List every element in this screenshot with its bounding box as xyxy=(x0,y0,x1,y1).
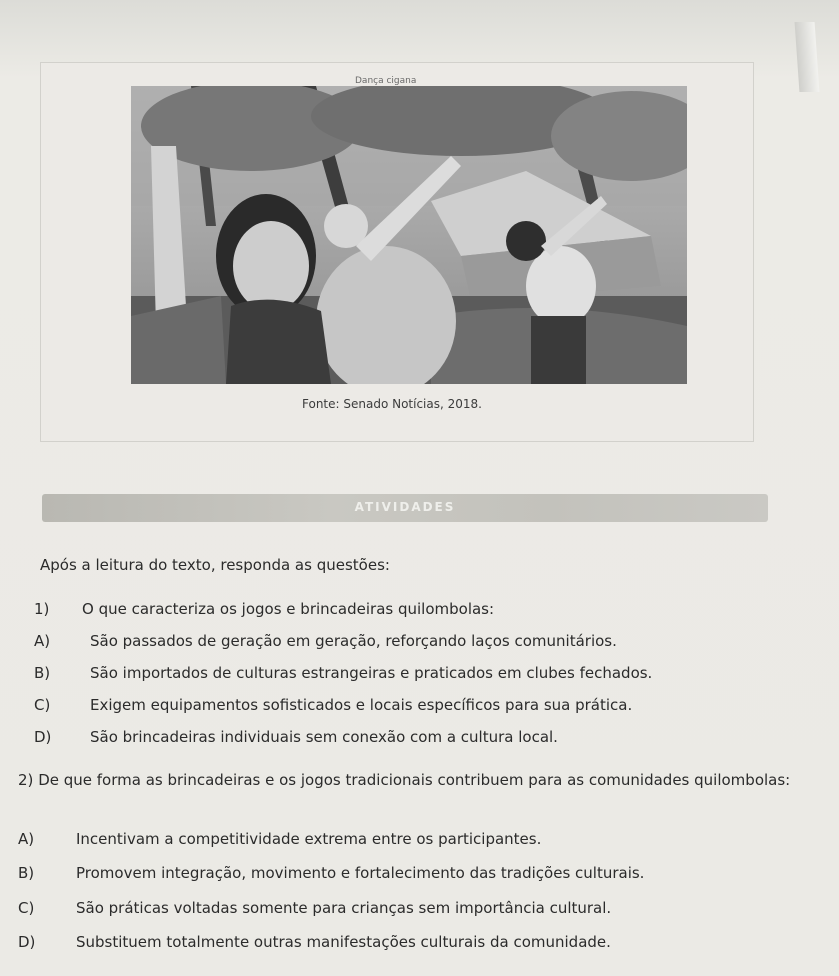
dance-photo xyxy=(131,86,687,384)
option-letter: B) xyxy=(18,864,35,882)
option-2d[interactable] xyxy=(18,933,611,951)
option-1d[interactable] xyxy=(34,728,558,746)
option-1b[interactable] xyxy=(34,664,652,682)
question-number: 1) xyxy=(34,600,50,618)
option-text: São importados de culturas estrangeiras e praticados em clubes fechados. xyxy=(90,664,653,682)
option-text: Promovem integração, movimento e fortalecimento das tradições culturais. xyxy=(76,864,645,882)
option-letter: B) xyxy=(34,664,51,682)
option-letter: D) xyxy=(34,728,52,746)
question-text: De que forma as brincadeiras e os jogos tradicionais contribuem para as comunidades quilombolas: xyxy=(38,771,791,789)
question-1 xyxy=(34,600,494,618)
option-2a[interactable] xyxy=(18,830,541,848)
option-letter: C) xyxy=(18,899,35,917)
option-text: Incentivam a competitividade extrema entre os participantes. xyxy=(76,830,542,848)
option-text: Substituem totalmente outras manifestações culturais da comunidade. xyxy=(76,933,611,951)
figure-title: Dança cigana xyxy=(355,76,417,86)
option-1c[interactable] xyxy=(34,696,632,714)
instructions: Após a leitura do texto, responda as questões: xyxy=(40,556,390,574)
section-banner xyxy=(42,494,768,522)
question-text: O que caracteriza os jogos e brincadeiras quilombolas: xyxy=(82,600,495,618)
option-letter: C) xyxy=(34,696,51,714)
option-text: São brincadeiras individuais sem conexão com a cultura local. xyxy=(90,728,558,746)
question-number: 2) xyxy=(18,771,34,789)
option-text: São práticas voltadas somente para crianças sem importância cultural. xyxy=(76,899,612,917)
figure-source: Fonte: Senado Notícias, 2018. xyxy=(302,397,482,411)
question-2 xyxy=(18,768,808,792)
option-letter: D) xyxy=(18,933,36,951)
option-letter: A) xyxy=(18,830,35,848)
option-text: São passados de geração em geração, reforçando laços comunitários. xyxy=(90,632,617,650)
option-2b[interactable] xyxy=(18,864,644,882)
option-letter: A) xyxy=(34,632,51,650)
banner-text: ATIVIDADES xyxy=(354,500,456,514)
option-1a[interactable] xyxy=(34,632,617,650)
option-text: Exigem equipamentos sofisticados e locais específicos para sua prática. xyxy=(90,696,633,714)
option-2c[interactable] xyxy=(18,899,611,917)
